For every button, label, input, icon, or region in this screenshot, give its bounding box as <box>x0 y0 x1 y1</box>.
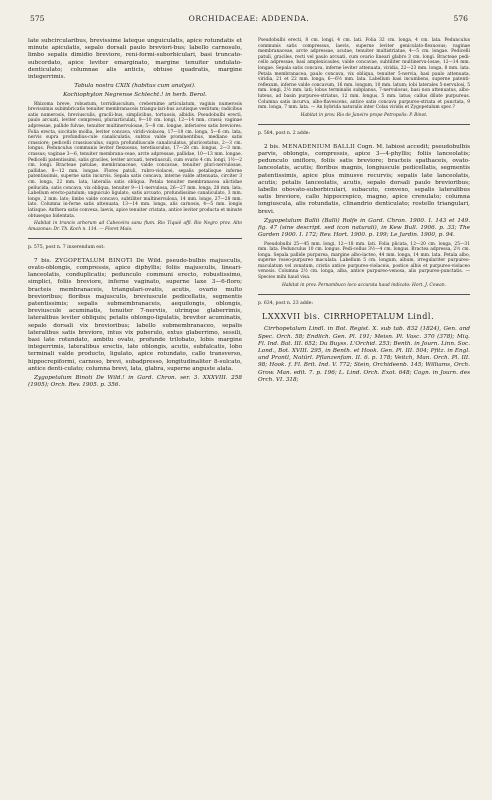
insertion-note: p. 634, post n. 23 adde: <box>258 301 313 307</box>
genus-name: CIRRHOPETALUM <box>323 311 405 321</box>
species-entry <box>258 144 470 216</box>
species-diagnosis: pseudo-bulbis majusculis, ovato-oblongis, compressis, apice diphyllis; foliis majusculis, lineari-lanceolatis, conduplicatis; pedunculo communi erecto, robustissimo, simplici, foliis breviore, inferne vaginato, superne laxe 3—6-floro; bracteis membranaceis, triangulari-ovatis, acutis, ovario multo brevioribus; floribus majusculis, breviuscule pedicellatis, segmentis patentissimis; sepalis submembranaceis, aequilongis, oblongis, breviuscule acuminatis, tenuiter 7-nerviis, utrinque glaberrimis, lateralibus leviter obliquis; petalis oblongo-ligulatis, breviter acuminatis, sepalo dorsali vix brevioribus; labello submembranaceo, sepalis lateralibus satis breviore, intus vix puberulo, extus glaberrimo, sessili, basi late rotundato, ambitu ovato, profunde trilobato, lobis margine integerrimis, lateralibus erectis, late oblongis, acutis, subfalcatis, lobo terminali valde producto, ligulato, apice rotundato, callo transverso, hippocrepiformi, carnoso, brevi, subadpresso, longitudinaliter 8-sulcato, antice denti-culato; columna brevi, lata, glabra, superne anguste alata. <box>28 257 242 372</box>
running-title: ORCHIDACEAE: ADDENDA. <box>188 14 310 23</box>
species-author: De Wild. <box>136 257 163 264</box>
page-number-left: 575 <box>30 14 45 23</box>
synonym: Kochiophyton Negrense Schlecht.! in herb. Berol. <box>63 92 207 99</box>
citation: Zygopetalum Ballii (Balli) Rolfe in Gard. Chron. 1900. I. 143 et 149. fig. 47 (sine descript. sed icon naturali), in Kew Bull. 1906. p. 33; The Garden 1900. I. 172; Rev. Hort. 1900. p. 199; Le Jardin. 1900, p. 94. <box>258 217 470 239</box>
paragraph: late subcircularibus, brevissime lateque unguiculatis, apice rotundatis et minute apiculatis, sepalo dorsali paulo breviori-bus; labello carnosulo, limbo sepalis dimidio breviore, reni-formi-suborbiculari, basi truncato-subcordato, apice leviter emarginato, margine tenuiter undulato-denticulato; columnae alis anticis, obtuse quadratis, margine integerrimis. <box>28 38 242 81</box>
species-diagnosis: M. labiosi accedit; pseudobulbis parvis, oblongis, compressis, apice 3—4-phyllis; foliis lanceolatis; pedunculo unifloro, foliis satis breviore; bracteis spathaceis, ovato-lanceolatis, acutis; floribus magnis, longiuscule pedicellatis, segmentis patentissimis, apice plus minusve recurvis; sepalis late lanceolatis, acutis; petalis lanceolatis, acutis, sepalo dorsali paulo brevioribus; labello obovato-suborbiculari, subacuto, convexo, sepalis lateralibus satis breviore, callo hippocrepico, magno, apice crenulato; columna longiuscula, alis rotundatis, clinandrio denticulato; rostello triangulari, brevi. <box>258 143 470 215</box>
genus-number: LXXXVII bis. <box>262 311 321 321</box>
species-number: 2 bis. <box>264 143 280 150</box>
running-header <box>30 14 468 28</box>
habitat: Habitat in prov. Rio de Janeiro prope Petropolis: P. Binot. <box>300 112 428 118</box>
species-name: ZYGOPETALUM BINOTI <box>54 257 133 264</box>
genus-citation: Cirrhopetalum Lindl. in Bot. Regist. X. sub tab. 832 (1824), Gen. and Spec. Orch. 58; Endlich. Gen. Pl. 191; Meisn. Pl. Vasc. 370 (378); Miq. Fl. Ind. Bat. III. 652; Du Buyss. L'Orchid. 253; Benth. in Journ. Linn. Soc. Lond., Bot. XVIII. 295, in Benth. et Hook. Gen. Pl. III. 504; Pfitz. in Engl. und Prantl, Natürl. Pflanzenfam. II. 6. p. 178; Veitch, Man. Orch. Pl. III. 98; Hook. f. Fl. Brit. Ind. V. 772; Stein, Orchideenb. 145; Williams, Orch. Grow. Man. edit. 7. p. 196; L. Lind. Orch. Exot. 648; Cogn. in Journ. des Orch. VI. 318; <box>258 326 470 383</box>
description: Pseudobulbi erecti, 8 cm. longi, 4 cm. lati. Folia 32 cm. longa, 4 cm. lata. Pedunculus communis satis compressus, laevis, superne leviter geniculato-flexuosus; vaginae membranaceae, arcte adpressae, acutae, tenuiter multistriatae, 4—5 cm. longae. Pedicelli patuli, graciles, recti vel paulo arcuati, cum ovario lineari glabro 3 cm. longi. Bracteae pedi-cello adpressae, basi amplexicaules, valde concavae, subtiliter multinervu-losae, 12—14 mm. longae. Sepala satis concava, inferne leviter attenuata, viridia, 22—23 mm. longa, 8 mm. lata. Petala membranacea, paulo concava, vix obliqua, tenuiter 5-nervia, basi paulo attenuata, viridia, 21 et 22 mm. longa, 6—6½ mm. lata. Labellum basi incumbens, superne patenti-reflexum, inferne valde concavum, 16 mm. longum, 10 mm. latum; lobi laterales 5-nervulosi, 5 mm. longi, 2½ mm. lati; lobus terminalis subplanus, 7-nervulosus, basi non attenuatus, albo-luteus, ad basin purpureo-striatus, 12 mm. longus, 5 mm. latus; callus dilute purpureus. Columna satis incurva, albo-flavescens, antice satis concava purpureo-striata et punctata, 9 mm. longa, 7 mm. lata. — An hybrida naturalis inter Colax viridis et Zygopetalum spec.? <box>258 38 470 111</box>
divider <box>258 124 470 125</box>
genus-author: Lindl. <box>407 311 435 321</box>
citation: Zygopetalum Binoti De Wild.! in Gard. Chron. ser. 3. XXXVIII. 258 (1905); Orch. Rev. 1905. p. 356. <box>28 375 242 389</box>
habitat: Habitat in truncis arborum ad Cabeceira sanu flum. Rio Tiquié affl. Rio Negro prov. Alto Amazonas: Dr. Th. Koch n. 114. — Floret Maio. <box>28 221 242 232</box>
right-column <box>258 38 470 386</box>
habitat: Habitat in prov. Pernambuco loco accurata haud indicato: Hort. J. Cowan. <box>282 282 446 288</box>
plate-reference: Tabula nostra CXIX (habitus cum analysi). <box>74 83 196 90</box>
species-entry <box>28 258 242 373</box>
species-name: MENADENIUM BALLII <box>282 143 356 150</box>
species-number: 7 bis. <box>34 257 52 264</box>
divider <box>28 238 242 239</box>
insertion-note: p. 575, post n. 7 inserendum est: <box>28 245 105 251</box>
species-author: Cogn. <box>357 143 375 150</box>
description: Pseudobulbi 25—45 mm. longi, 12—18 mm. lati. Folia plicata, 12—20 cm. longa, 25—31 mm. lata. Pedunculus 10 cm. longus. Pedi-cellus 3½—4 cm. longus. Bractea adpressa, 2½ cm. longa. Sepala pallide purpurea, margine albo-lacteo, 44 mm. longa, 14 mm. lata. Petala albo, superne roseo-purpureo maculata. Labellum 5 cm. longum, album, irregulariter purpureo-maculatum vel zonatum, cristis antice purpureo-violaceis, postice albis et purpureo-violaceo venosis. Columna 2½ cm. longa, alba, antice purpureo-venosa, alis purpureo-punctatis. — Species mihi haud visa. <box>258 241 470 281</box>
genus-heading <box>262 311 470 321</box>
left-column <box>28 38 242 391</box>
description: Rhizoma breve, robustum, torridiusculum, crebernime articulatum, vaginis numerosis brevissimis subimbricatis tenuiter membranaceis triangu-lari-bus acutisque vestitum; radicibus satis numerosis, breviusculis, gracili-bus, simplicibus, tortuosis, albidis. Pseudobulbi erecti, paulo arcuati, leviter compressi, pluriarticulati, 9—10 cm. longi, 12—14 mm. crassi; vaginae adpressae, pallide fulvae, tenuiter multinervulosae, 5—8 cm. longae, inferiores satis breviores. Folia erecta, siccitate mollia, leviter concava, viridi-violacea, 17—18 cm. longa, 5—6 cm. lata, nervis supra profundius-cule canaliculatis, subtus valde prominentibus, mediano satis crassiore; pedicelli crassiusculus, supra profundiuscule canaliculatus, pluricostatus, 2—3 cm. longus. Pedunculus communis leviter flexuosus, teretiusculus, 17—28 cm. longus, 2—3 mm. crassus; vaginae 3—6, tenuiter membrana-ceae, arcte adpressae, pallidae, 10—13 mm. longae. Pedicelli patentissimi, satis graciles, leviter arcuati, teretiusculi, cum ovario 4 cm. longi, 1½—2 cm. longi. Bracteae patulae, membranaceae, valde concavae, tenuiter pluri-nervulosae, pallidae, 8—12 mm. longae. Flores patuli, rubro-violacei, sepalis petalisque inferne patentissimis, superne satis incurvis. Sepala satis concava, interne valde attenuata, circiter 3 cm. longa, 22 mm. lata, lateralia satis obliqua. Petala tenuiter membranacea alictidae pellucida, satis concava, vix obliqua, tenuiter 9—11-nervulosa, 26—27 mm. longa, 28 mm. lata. Labellum erecto-patulum; unguiculo ligulato, satis arcuato, profundissime canaliculato, 3 mm. longo, 2 mm. lato; limbo valde concavo, subtiliter multinervulosa, 14 mm. longo, 27—28 mm. lato. Columna in-ferne satis attenuata, 13—14 mm. longa, alis carnosis, 4—5 mm. longis latisque. Anthera satis convexa, laevis, apice tenuiter cristata, antice leviter producta et minute obtusequo bidentata. <box>28 101 242 219</box>
insertion-note: p. 584, post n. 2 adde: <box>258 131 311 137</box>
divider <box>258 294 470 295</box>
page-number-right: 576 <box>453 14 468 23</box>
